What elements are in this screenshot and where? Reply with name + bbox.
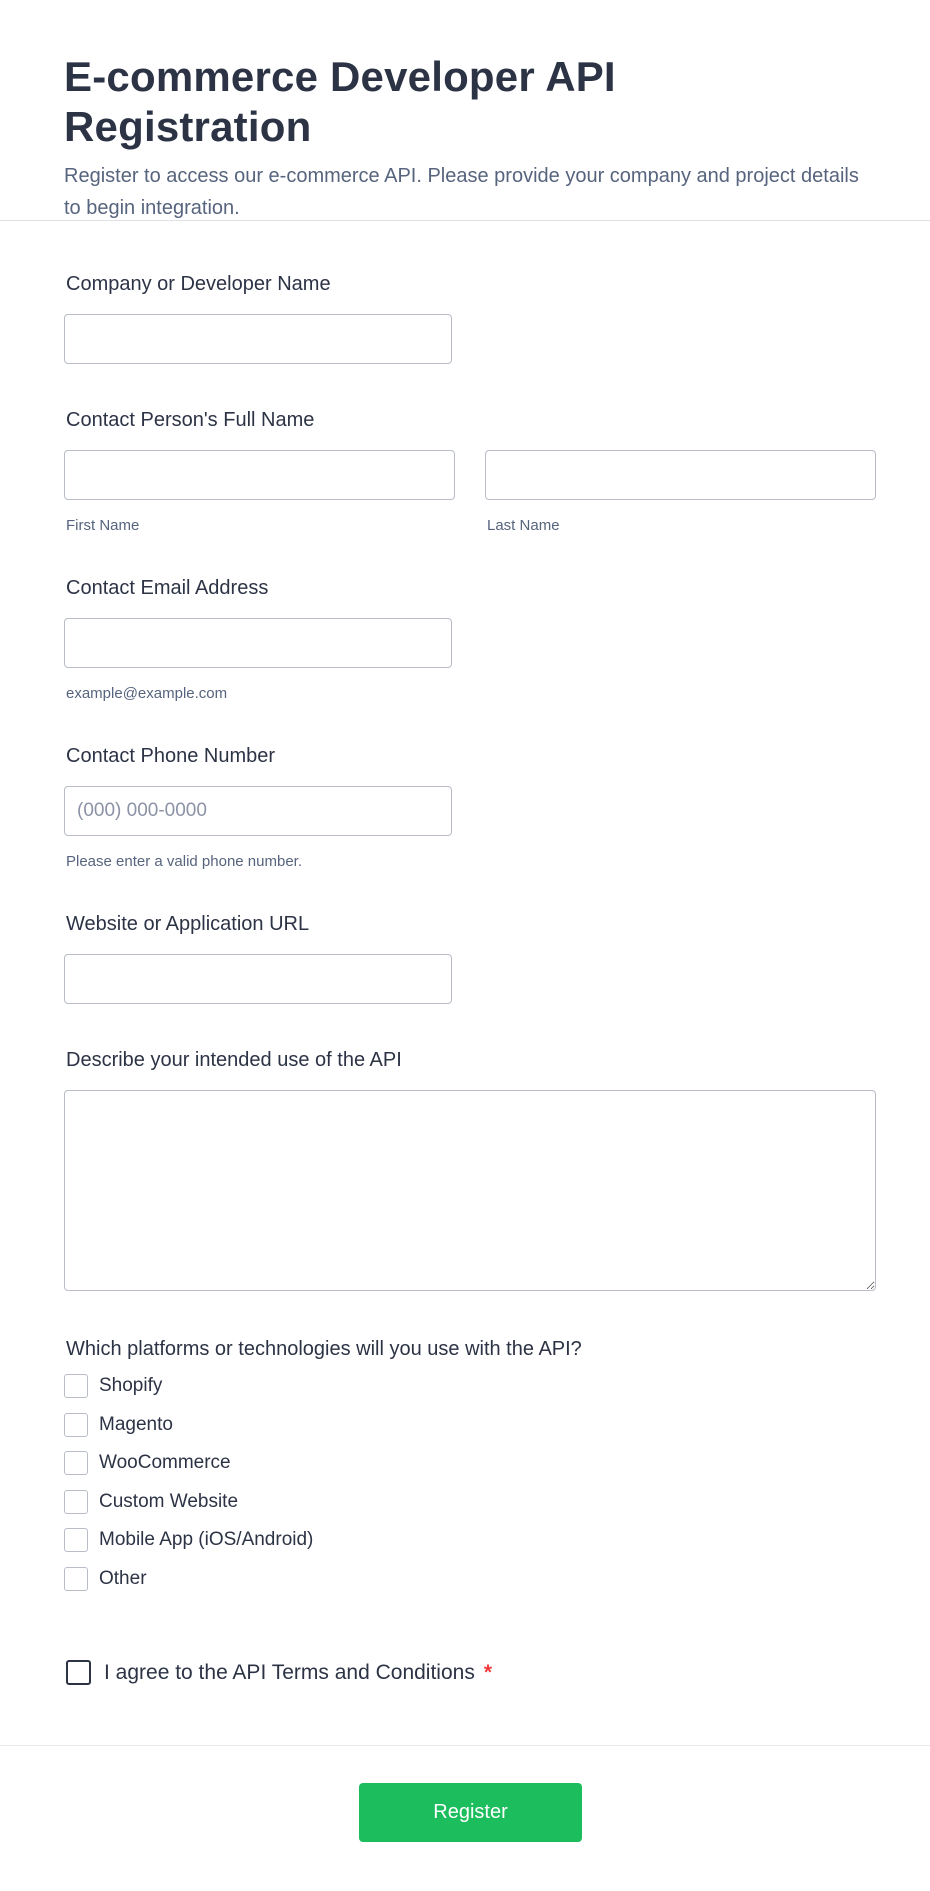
platform-option-shopify[interactable] (64, 1367, 582, 1406)
contact-name-field (64, 408, 876, 535)
platform-option-mobile-app[interactable] (64, 1521, 582, 1560)
option-label: Shopify (99, 1375, 163, 1397)
first-name-sublabel: First Name (66, 517, 140, 534)
form-footer-divider (0, 1745, 930, 1746)
phone-sublabel: Please enter a valid phone number. (66, 853, 302, 870)
platforms-field (64, 1337, 582, 1598)
website-field (64, 912, 452, 1004)
form-header (0, 0, 930, 221)
company-input[interactable] (64, 314, 452, 364)
checkbox[interactable] (64, 1413, 88, 1437)
phone-label: Contact Phone Number (66, 745, 276, 767)
page-title: E-commerce Developer API Registration (64, 53, 616, 150)
terms-checkbox[interactable] (66, 1660, 91, 1685)
checkbox[interactable] (64, 1528, 88, 1552)
platforms-label: Which platforms or technologies will you use with the API? (66, 1338, 582, 1360)
email-field (64, 576, 452, 703)
contact-name-label: Contact Person's Full Name (66, 409, 315, 431)
page-subtitle: Register to access our e-commerce API. Please provide your company and project details to begin integration. (64, 165, 859, 219)
usage-label: Describe your intended use of the API (66, 1049, 402, 1071)
phone-input[interactable] (64, 786, 452, 836)
platform-option-other[interactable] (64, 1560, 582, 1599)
platform-option-magento[interactable] (64, 1406, 582, 1445)
platform-option-custom-website[interactable] (64, 1483, 582, 1522)
last-name-sublabel: Last Name (487, 517, 560, 534)
checkbox[interactable] (64, 1490, 88, 1514)
platforms-list (64, 1367, 582, 1598)
last-name-input[interactable] (485, 450, 876, 500)
email-input[interactable] (64, 618, 452, 668)
phone-field (64, 744, 452, 871)
option-label: Mobile App (iOS/Android) (99, 1529, 314, 1551)
usage-textarea[interactable] (64, 1090, 876, 1291)
first-name-input[interactable] (64, 450, 455, 500)
company-label: Company or Developer Name (66, 273, 331, 295)
checkbox[interactable] (64, 1451, 88, 1475)
terms-label[interactable]: I agree to the API Terms and Conditions (104, 1660, 475, 1684)
checkbox[interactable] (64, 1374, 88, 1398)
platform-option-woocommerce[interactable] (64, 1444, 582, 1483)
website-input[interactable] (64, 954, 452, 1004)
email-sublabel: example@example.com (66, 685, 228, 702)
usage-field (64, 1048, 876, 1291)
required-mark: * (483, 1660, 493, 1684)
company-field (64, 272, 452, 364)
terms-field (66, 1660, 492, 1685)
option-label: Custom Website (99, 1490, 239, 1512)
register-button[interactable]: Register (359, 1783, 582, 1842)
option-label: Other (99, 1567, 147, 1589)
email-label: Contact Email Address (66, 577, 269, 599)
website-label: Website or Application URL (66, 913, 310, 935)
option-label: Magento (99, 1413, 173, 1435)
option-label: WooCommerce (99, 1452, 231, 1474)
checkbox[interactable] (64, 1567, 88, 1591)
